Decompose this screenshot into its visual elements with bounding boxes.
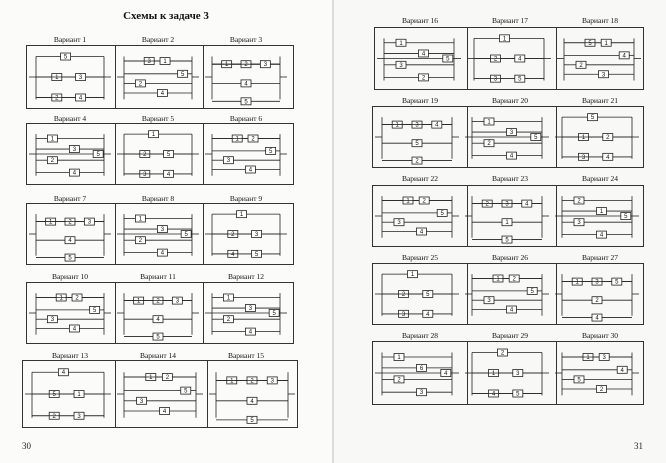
variant-title: Вариант 3 xyxy=(229,35,263,44)
element-label: 4 xyxy=(491,391,496,398)
variant-title: Вариант 5 xyxy=(141,114,175,123)
element-label: 2 xyxy=(421,75,426,82)
element-label: 1 xyxy=(502,36,507,43)
element-label: 4 xyxy=(166,171,171,178)
variant-title: Вариант 28 xyxy=(401,331,439,340)
element-label: 1 xyxy=(599,209,604,216)
element-label: 5 xyxy=(184,388,188,395)
element-label: 5 xyxy=(624,214,628,220)
element-label: 2 xyxy=(500,350,505,357)
element-label: 1 xyxy=(399,40,403,47)
element-label: 3 xyxy=(77,413,81,420)
element-label: 4 xyxy=(250,398,254,405)
element-label: 4 xyxy=(248,167,253,174)
element-label: 1 xyxy=(138,216,143,223)
element-label: 4 xyxy=(244,81,248,88)
element-label: 6 xyxy=(419,365,424,372)
element-label: 2 xyxy=(50,158,55,165)
element-label: 4 xyxy=(595,315,599,322)
element-label: 5 xyxy=(254,251,259,258)
element-label: 1 xyxy=(496,276,500,283)
element-label: 3 xyxy=(577,220,581,227)
element-label: 3 xyxy=(160,227,165,234)
element-label: 1 xyxy=(230,378,234,385)
variant-title: Вариант 26 xyxy=(491,253,529,262)
element-label: 5 xyxy=(518,76,522,83)
element-label: 3 xyxy=(493,76,498,83)
element-label: 2 xyxy=(244,62,248,69)
variant-title: Вариант 16 xyxy=(401,16,439,25)
element-label: 4 xyxy=(622,53,626,60)
element-label: 3 xyxy=(72,147,77,154)
element-label: 3 xyxy=(270,378,274,385)
element-label: 2 xyxy=(487,141,491,148)
element-label: 5 xyxy=(615,279,619,286)
element-label: 4 xyxy=(156,317,160,324)
element-label: 2 xyxy=(485,201,489,208)
element-label: 5 xyxy=(505,237,509,244)
variant-title: Вариант 14 xyxy=(139,351,177,360)
element-label: 3 xyxy=(143,171,147,178)
element-label: 5 xyxy=(446,56,450,63)
element-label: 1 xyxy=(604,40,608,47)
element-label: 5 xyxy=(63,54,68,61)
variant-title: Вариант 24 xyxy=(581,174,619,183)
variant-title: Вариант 12 xyxy=(227,272,265,281)
element-label: 2 xyxy=(251,136,255,143)
element-label: 3 xyxy=(415,122,419,129)
element-label: 5 xyxy=(588,40,592,47)
element-label: 1 xyxy=(151,132,156,139)
element-label: 5 xyxy=(244,99,248,106)
element-label: 5 xyxy=(166,152,171,158)
element-label: 5 xyxy=(52,392,56,398)
variant-title: Вариант 8 xyxy=(141,194,175,203)
element-label: 2 xyxy=(165,375,170,381)
element-label: 4 xyxy=(435,122,439,129)
element-label: 4 xyxy=(525,201,529,208)
element-label: 1 xyxy=(581,135,586,141)
element-label: 4 xyxy=(620,367,624,374)
element-label: 2 xyxy=(52,413,56,420)
element-label: 5 xyxy=(590,115,595,122)
element-label: 5 xyxy=(180,71,185,78)
element-label: 5 xyxy=(530,288,534,295)
element-label: 4 xyxy=(61,370,66,377)
element-label: 4 xyxy=(78,95,83,102)
variant-title: Вариант 25 xyxy=(401,253,439,262)
variant-title: Вариант 10 xyxy=(51,272,89,281)
element-label: 4 xyxy=(518,56,522,63)
element-label: 3 xyxy=(401,311,406,318)
element-label: 2 xyxy=(68,219,72,226)
element-label: 1 xyxy=(136,298,141,305)
element-label: 3 xyxy=(78,75,83,81)
element-label: 1 xyxy=(586,355,590,361)
element-label: 5 xyxy=(534,135,538,141)
element-label: 4 xyxy=(421,51,426,58)
element-label: 4 xyxy=(162,409,167,415)
element-label: 1 xyxy=(406,198,410,205)
element-label: 3 xyxy=(601,72,606,79)
element-label: 2 xyxy=(143,152,147,158)
element-label: 1 xyxy=(505,220,509,227)
element-label: 3 xyxy=(516,371,520,377)
variant-title: Вариант 17 xyxy=(491,16,529,25)
variant-title: Вариант 21 xyxy=(581,96,619,105)
element-label: 3 xyxy=(595,279,599,286)
element-label: 3 xyxy=(87,219,92,226)
element-label: 2 xyxy=(231,232,235,238)
element-label: 4 xyxy=(160,91,165,97)
element-label: 5 xyxy=(577,377,581,384)
element-label: 4 xyxy=(419,229,424,236)
variant-title: Вариант 27 xyxy=(581,253,619,262)
element-label: 5 xyxy=(440,210,444,217)
element-label: 3 xyxy=(581,154,586,161)
element-label: 2 xyxy=(226,317,231,324)
element-label: 5 xyxy=(92,307,97,314)
element-label: 5 xyxy=(156,334,160,341)
element-label: 2 xyxy=(415,158,419,165)
variant-title: Вариант 7 xyxy=(53,194,87,203)
element-label: 1 xyxy=(239,212,244,219)
element-label: 3 xyxy=(254,232,259,238)
element-label: 4 xyxy=(248,329,253,336)
element-label: 2 xyxy=(138,81,143,88)
element-label: 1 xyxy=(48,219,53,226)
element-label: 4 xyxy=(72,326,77,333)
variant-title: Вариант 6 xyxy=(229,114,263,123)
variant-title: Вариант 19 xyxy=(401,96,439,105)
element-label: 1 xyxy=(55,75,59,81)
element-label: 5 xyxy=(426,292,430,298)
element-label: 3 xyxy=(505,201,509,208)
element-label: 1 xyxy=(487,119,491,126)
variant-title: Вариант 9 xyxy=(229,194,263,203)
element-label: 2 xyxy=(250,378,254,385)
element-label: 4 xyxy=(599,232,604,239)
element-label: 1 xyxy=(491,371,496,377)
element-label: 5 xyxy=(415,141,419,148)
element-label: 5 xyxy=(516,391,520,398)
section-heading: Схемы к задаче 3 xyxy=(123,10,209,22)
element-label: 2 xyxy=(577,198,581,205)
element-label: 3 xyxy=(248,306,253,313)
variant-title: Вариант 18 xyxy=(581,16,619,25)
element-label: 5 xyxy=(184,232,188,238)
element-label: 4 xyxy=(509,153,514,160)
variant-title: Вариант 20 xyxy=(491,96,529,105)
variant-title: Вариант 2 xyxy=(141,35,175,44)
element-label: 5 xyxy=(268,148,273,155)
variant-title: Вариант 22 xyxy=(401,174,439,183)
element-label: 2 xyxy=(156,298,160,305)
variant-title: Вариант 11 xyxy=(140,272,176,281)
element-label: 5 xyxy=(96,152,100,158)
element-label: 1 xyxy=(226,295,231,302)
element-label: 2 xyxy=(138,238,143,245)
element-label: 4 xyxy=(231,251,235,258)
element-label: 1 xyxy=(224,62,229,69)
element-label: 4 xyxy=(68,238,72,245)
element-label: 5 xyxy=(250,417,254,424)
variant-title: Вариант 13 xyxy=(51,351,89,360)
element-label: 1 xyxy=(50,136,55,143)
element-label: 1 xyxy=(410,272,415,279)
element-label: 2 xyxy=(595,298,599,305)
element-label: 2 xyxy=(493,56,498,63)
element-label: 4 xyxy=(160,250,165,257)
element-label: 2 xyxy=(422,198,426,205)
element-label: 2 xyxy=(579,62,583,69)
element-label: 3 xyxy=(419,390,424,397)
element-label: 2 xyxy=(397,377,401,384)
element-label: 4 xyxy=(426,311,430,318)
element-label: 3 xyxy=(397,220,401,227)
element-label: 1 xyxy=(235,136,239,143)
element-label: 2 xyxy=(512,276,516,283)
element-label: 3 xyxy=(399,62,403,69)
element-label: 2 xyxy=(75,295,79,302)
page-number-right: 31 xyxy=(634,441,643,451)
element-label: 3 xyxy=(139,398,144,405)
page-number-left: 30 xyxy=(22,441,31,451)
element-label: 3 xyxy=(50,317,55,324)
element-label: 3 xyxy=(147,59,151,65)
element-label: 1 xyxy=(395,122,399,129)
element-label: 1 xyxy=(575,279,579,286)
element-label: 1 xyxy=(149,375,153,381)
variant-title: Вариант 4 xyxy=(53,114,87,123)
element-label: 5 xyxy=(68,255,72,262)
element-label: 4 xyxy=(72,170,77,177)
variant-title: Вариант 23 xyxy=(491,174,529,183)
variant-title: Вариант 30 xyxy=(581,331,619,340)
element-label: 3 xyxy=(175,298,180,305)
element-label: 2 xyxy=(606,135,610,141)
element-label: 2 xyxy=(599,387,604,393)
element-label: 4 xyxy=(509,307,514,314)
variant-title: Вариант 15 xyxy=(227,351,265,360)
element-label: 1 xyxy=(163,59,167,65)
element-label: 4 xyxy=(444,371,448,377)
element-label: 3 xyxy=(602,355,606,361)
element-label: 1 xyxy=(77,392,81,398)
element-label: 3 xyxy=(509,130,514,137)
element-label: 1 xyxy=(59,295,63,302)
element-label: 3 xyxy=(226,158,231,165)
element-label: 3 xyxy=(263,62,268,69)
element-label: 2 xyxy=(55,95,59,102)
element-label: 4 xyxy=(606,154,610,161)
element-label: 2 xyxy=(401,292,406,298)
element-label: 3 xyxy=(487,298,491,305)
element-label: 5 xyxy=(272,311,276,317)
variant-title: Вариант 29 xyxy=(491,331,529,340)
element-label: 1 xyxy=(397,355,401,361)
variant-title: Вариант 1 xyxy=(53,35,87,44)
